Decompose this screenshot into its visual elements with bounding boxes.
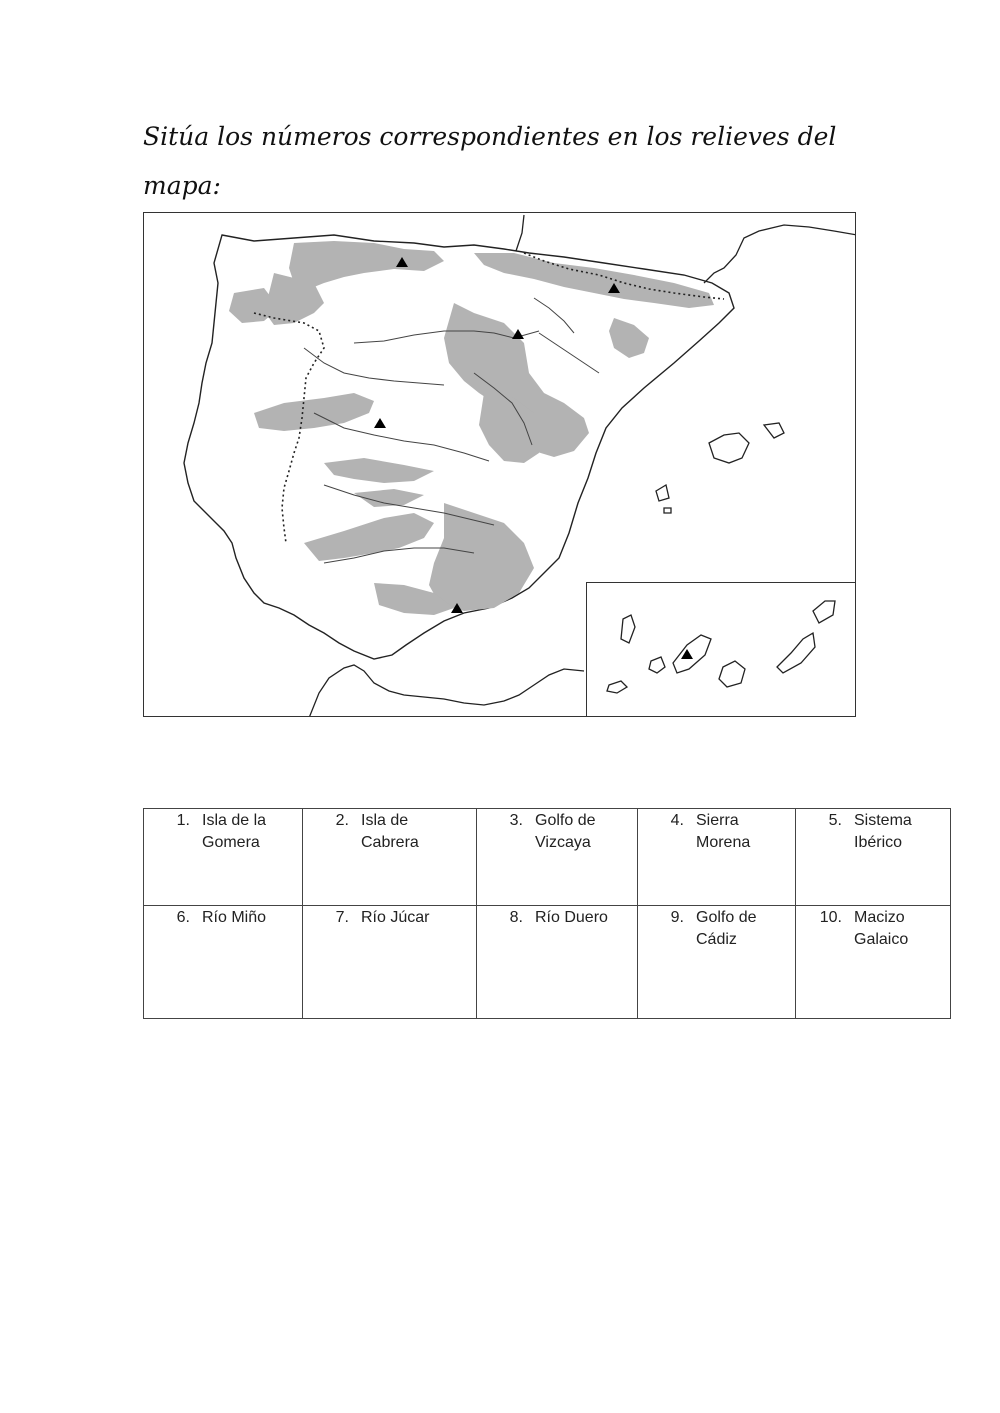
item-cell (144, 809, 303, 906)
item-number: 1. (176, 812, 190, 829)
island-la-palma (621, 615, 635, 643)
island-la-gomera (649, 657, 665, 673)
item-label: Isla de la Gomera (202, 812, 267, 851)
item-cell (638, 809, 796, 906)
item-cell (638, 906, 796, 1019)
item-cell (477, 906, 638, 1019)
item-number: 3. (509, 812, 523, 829)
item-number: 10. (819, 909, 842, 926)
item-cell (303, 809, 477, 906)
item-label: Río Miño (202, 909, 267, 926)
instruction-text: Sitúa los números correspondientes en los relieves del mapa: (143, 122, 837, 200)
items-table (143, 808, 951, 1019)
item-number: 7. (335, 909, 349, 926)
canary-islands-inset (586, 582, 856, 717)
item-label: Sierra Morena (696, 812, 751, 851)
item-label: Río Duero (535, 909, 608, 926)
africa-coastline (309, 665, 584, 717)
island-fuerteventura (777, 633, 815, 673)
item-cell (796, 906, 951, 1019)
table-row (144, 906, 951, 1019)
item-number: 6. (176, 909, 190, 926)
balearic-islands (656, 423, 784, 513)
item-number: 4. (670, 812, 684, 829)
item-cell (477, 809, 638, 906)
canary-svg (587, 583, 857, 718)
item-cell (303, 906, 477, 1019)
item-number: 8. (509, 909, 523, 926)
item-number: 5. (828, 812, 842, 829)
item-cell (796, 809, 951, 906)
item-number: 2. (335, 812, 349, 829)
item-number: 9. (670, 909, 684, 926)
island-gran-canaria (719, 661, 745, 687)
table-row (144, 809, 951, 906)
island-tenerife (673, 635, 711, 673)
item-label: Sistema Ibérico (854, 812, 912, 851)
item-label: Isla de Cabrera (361, 812, 419, 851)
item-label: Río Júcar (361, 909, 430, 926)
item-label: Golfo de Cádiz (696, 909, 757, 948)
island-lanzarote (813, 601, 835, 623)
item-cell (144, 906, 303, 1019)
item-label: Macizo Galaico (854, 909, 909, 948)
item-label: Golfo de Vizcaya (535, 812, 596, 851)
island-el-hierro (607, 681, 627, 693)
